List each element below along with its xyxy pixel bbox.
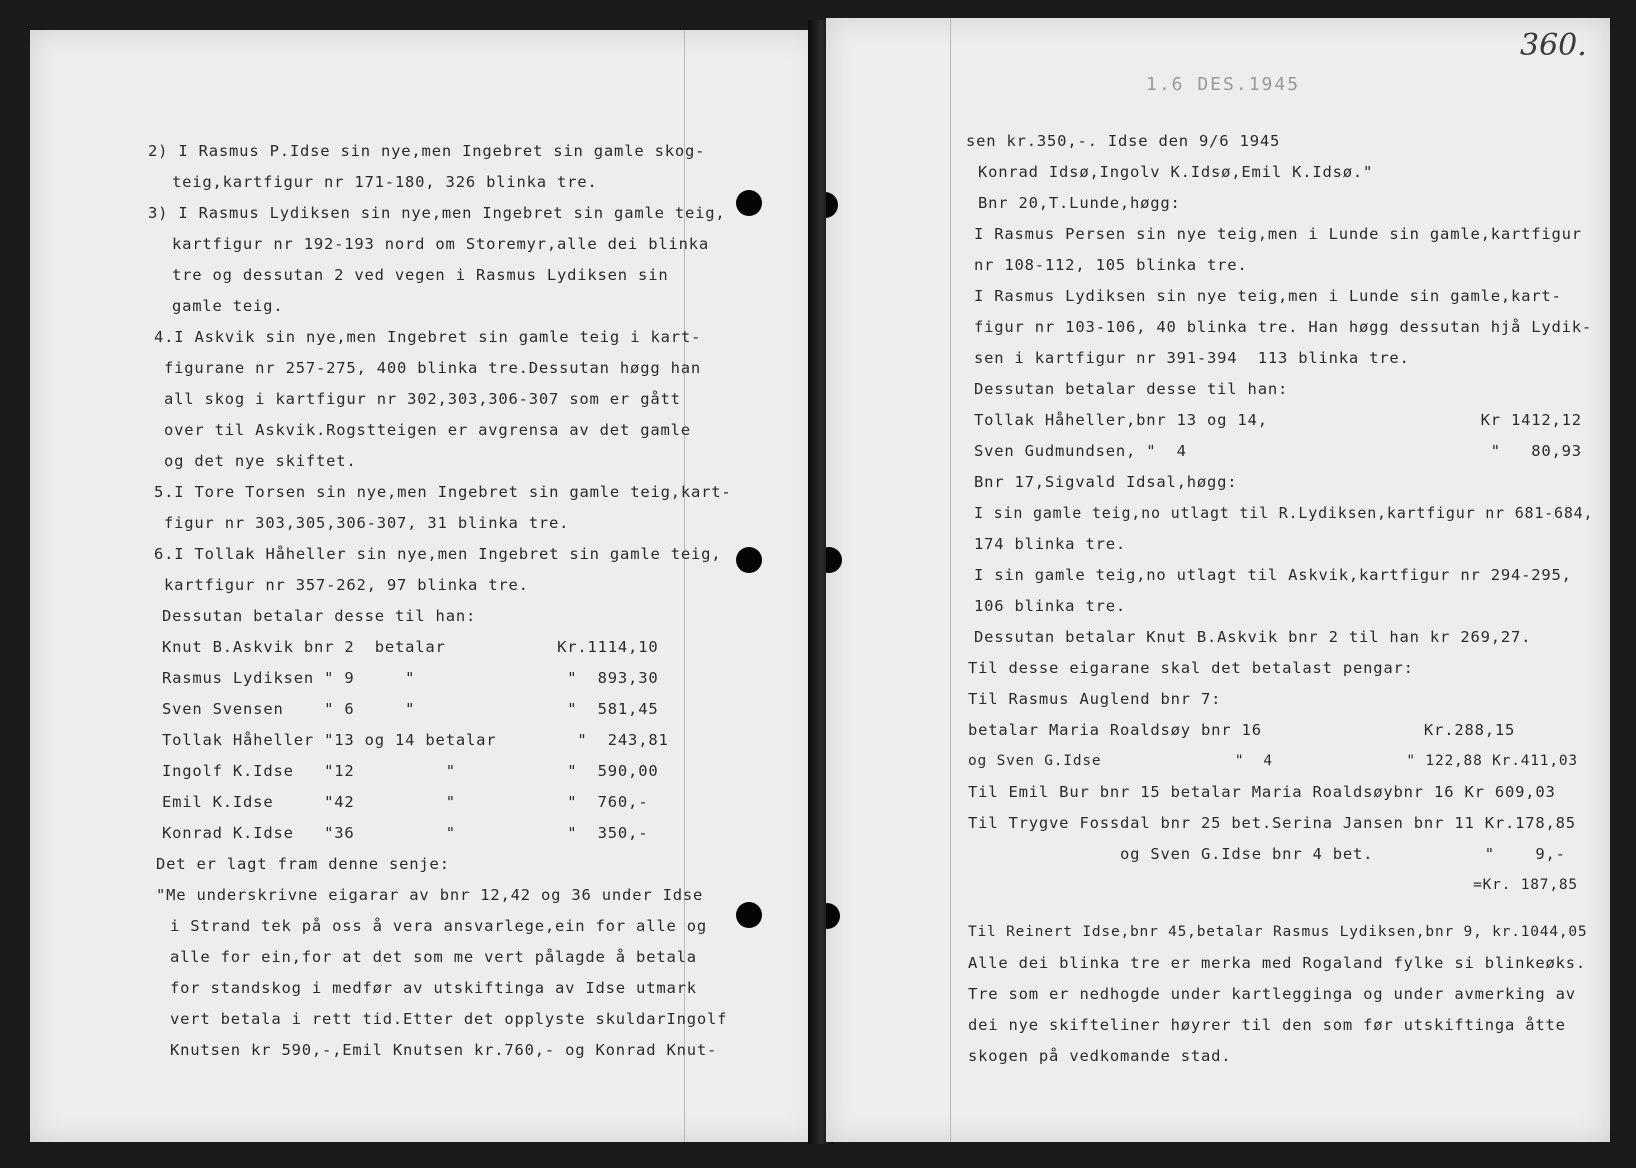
text-line: Alle dei blinka tre er merka med Rogaland fylke si blinkeøks.	[968, 954, 1587, 972]
text-line: kartfigur nr 192-193 nord om Storemyr,alle dei blinka	[172, 235, 709, 253]
text-line: 174 blinka tre.	[974, 535, 1126, 553]
text-line: alle for ein,for at det som me vert pålagde å betala	[170, 948, 697, 966]
date-stamp: 1.6 DES.1945	[1146, 74, 1301, 95]
text-line: over til Askvik.Rogstteigen er avgrensa av det gamle	[164, 421, 691, 439]
left-page	[30, 30, 820, 1142]
text-line: I Rasmus Lydiksen sin nye teig,men i Lunde sin gamle,kart-	[974, 287, 1562, 305]
text-line: Det er lagt fram denne senje:	[156, 855, 450, 873]
text-line: Rasmus Lydiksen " 9 " " 893,30	[162, 669, 659, 687]
text-line: Dessutan betalar Knut B.Askvik bnr 2 til han kr 269,27.	[974, 628, 1532, 646]
binder-hole	[826, 192, 838, 218]
margin-rule	[950, 18, 951, 1142]
page-number: 360.	[1520, 28, 1587, 63]
text-line: Ingolf K.Idse "12 " " 590,00	[162, 762, 659, 780]
margin-rule	[684, 30, 685, 1142]
text-line: figur nr 303,305,306-307, 31 blinka tre.	[164, 514, 570, 532]
text-line: Konrad K.Idse "36 " " 350,-	[162, 824, 649, 842]
binder-hole	[736, 547, 762, 573]
text-line: Dessutan betalar desse til han:	[974, 380, 1289, 398]
text-line: dei nye skifteliner høyrer til den som før utskiftinga åtte	[968, 1016, 1566, 1034]
text-line: kartfigur nr 357-262, 97 blinka tre.	[164, 576, 529, 594]
text-line: skogen på vedkomande stad.	[968, 1047, 1232, 1065]
text-line: Knutsen kr 590,-,Emil Knutsen kr.760,- og Konrad Knut-	[170, 1041, 718, 1059]
text-line: 106 blinka tre.	[974, 597, 1126, 615]
text-line: Tollak Håheller "13 og 14 betalar " 243,81	[162, 731, 669, 749]
text-line: teig,kartfigur nr 171-180, 326 blinka tre.	[172, 173, 598, 191]
text-line: all skog i kartfigur nr 302,303,306-307 som er gått	[164, 390, 681, 408]
text-line: vert betala i rett tid.Etter det opplyste skuldarIngolf	[170, 1010, 728, 1028]
text-line: Tre som er nedhogde under kartlegginga og under avmerking av	[968, 985, 1576, 1003]
text-line: nr 108-112, 105 blinka tre.	[974, 256, 1248, 274]
text-line: og Sven G.Idse bnr 4 bet. " 9,-	[968, 845, 1566, 863]
text-line: Sven Svensen " 6 " " 581,45	[162, 700, 659, 718]
text-line: Bnr 20,T.Lunde,høgg:	[978, 194, 1181, 212]
text-line: Til Emil Bur bnr 15 betalar Maria Roaldsøybnr 16 Kr 609,03	[968, 783, 1556, 801]
text-line: figurane nr 257-275, 400 blinka tre.Dessutan høgg han	[164, 359, 701, 377]
text-line: I sin gamle teig,no utlagt til Askvik,kartfigur nr 294-295,	[974, 566, 1572, 584]
text-line: figur nr 103-106, 40 blinka tre. Han høgg dessutan hjå Lydik-	[974, 318, 1593, 336]
text-line: betalar Maria Roaldsøy bnr 16 Kr.288,15	[968, 721, 1516, 739]
text-line: I sin gamle teig,no utlagt til R.Lydiksen,kartfigur nr 681-684,	[974, 504, 1594, 522]
text-line: Emil K.Idse "42 " " 760,-	[162, 793, 649, 811]
text-line: 2) I Rasmus P.Idse sin nye,men Ingebret sin gamle skog-	[148, 142, 706, 160]
text-line: "Me underskrivne eigarar av bnr 12,42 og 36 under Idse	[156, 886, 704, 904]
text-line: I Rasmus Persen sin nye teig,men i Lunde sin gamle,kartfigur	[974, 225, 1582, 243]
binder-hole	[826, 903, 840, 929]
text-line: og det nye skiftet.	[164, 452, 357, 470]
text-line: sen kr.350,-. Idse den 9/6 1945	[966, 132, 1281, 150]
text-line: gamle teig.	[172, 297, 284, 315]
text-line: 4.I Askvik sin nye,men Ingebret sin gamle teig i kart-	[154, 328, 702, 346]
text-line: =Kr. 187,85	[968, 877, 1578, 893]
text-line: Tollak Håheller,bnr 13 og 14, Kr 1412,12	[974, 411, 1582, 429]
text-line: Til Trygve Fossdal bnr 25 bet.Serina Jansen bnr 11 Kr.178,85	[968, 814, 1576, 832]
text-line: Til Reinert Idse,bnr 45,betalar Rasmus Lydiksen,bnr 9, kr.1044,05	[968, 924, 1588, 940]
text-line: Bnr 17,Sigvald Idsal,høgg:	[974, 473, 1238, 491]
text-line: Til desse eigarane skal det betalast pengar:	[968, 659, 1414, 677]
right-page	[826, 18, 1610, 1142]
text-line: Dessutan betalar desse til han:	[162, 607, 477, 625]
text-line: i Strand tek på oss å vera ansvarlege,ein for alle og	[170, 917, 707, 935]
text-line: Konrad Idsø,Ingolv K.Idsø,Emil K.Idsø."	[978, 163, 1374, 181]
text-line: Knut B.Askvik bnr 2 betalar Kr.1114,10	[162, 638, 659, 656]
binder-hole	[736, 902, 762, 928]
binder-hole	[826, 547, 842, 573]
text-line: sen i kartfigur nr 391-394 113 blinka tre.	[974, 349, 1410, 367]
text-line: 6.I Tollak Håheller sin nye,men Ingebret sin gamle teig,	[154, 545, 722, 563]
text-line: 5.I Tore Torsen sin nye,men Ingebret sin gamle teig,kart-	[154, 483, 732, 501]
text-line: for standskog i medfør av utskiftinga av Idse utmark	[170, 979, 697, 997]
text-line: 3) I Rasmus Lydiksen sin nye,men Ingebret sin gamle teig,	[148, 204, 726, 222]
text-line: tre og dessutan 2 ved vegen i Rasmus Lydiksen sin	[172, 266, 669, 284]
text-line: Sven Gudmundsen, " 4 " 80,93	[974, 442, 1582, 460]
text-line: Til Rasmus Auglend bnr 7:	[968, 690, 1222, 708]
text-line: og Sven G.Idse " 4 " 122,88 Kr.411,03	[968, 753, 1578, 769]
binder-hole	[736, 190, 762, 216]
